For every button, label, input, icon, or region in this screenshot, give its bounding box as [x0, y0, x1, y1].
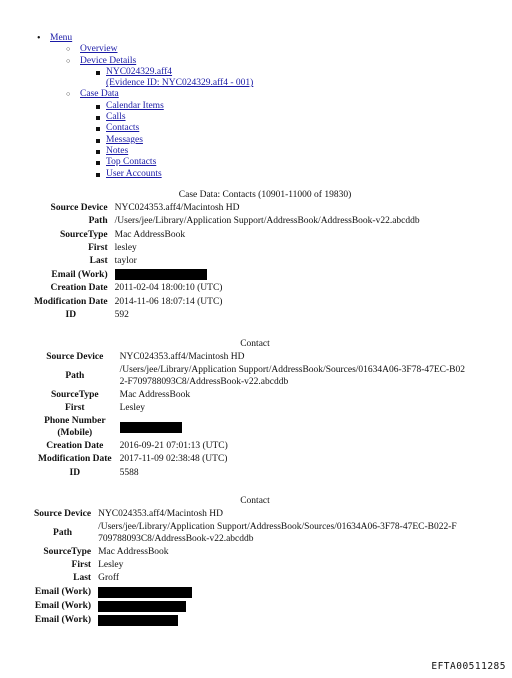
field-value: 2014-11-06 18:07:14 (UTC)	[114, 296, 223, 307]
menu-item-evidence	[94, 67, 253, 90]
field-value: 2011-02-04 18:00:10 (UTC)	[114, 283, 223, 294]
menu-item-messages	[94, 135, 253, 146]
record-row	[34, 229, 420, 242]
nav-menu	[34, 33, 253, 180]
record-row	[34, 600, 457, 614]
user-accounts-link[interactable]: User Accounts	[106, 168, 162, 179]
field-label: Modification Date	[38, 454, 112, 465]
menu-item-calls	[94, 112, 253, 123]
record-row	[34, 586, 457, 600]
section-title: Case Data: Contacts (10901-11000 of 19830)	[178, 190, 352, 200]
record-row	[34, 559, 457, 572]
bates-number: EFTA00511285	[431, 660, 506, 672]
field-value-continued: 2-F709788093C8/AddressBook-v22.abcddb	[119, 376, 289, 387]
field-label: Email (Work)	[51, 269, 108, 280]
overview-link[interactable]: Overview	[80, 44, 118, 55]
field-value-continued: 709788093C8/AddressBook-v22.abcddb	[98, 533, 254, 544]
contact-record-2	[34, 351, 465, 480]
field-label: Email (Work)	[34, 615, 92, 626]
record-row	[34, 282, 420, 295]
record-row	[34, 242, 420, 255]
menu-item-notes	[94, 146, 253, 157]
field-value: /Users/jee/Library/Application Support/AddressBook/Sources/01634A06-3F78-47EC-B02	[119, 365, 466, 376]
contact-record-1	[34, 202, 420, 322]
field-label: Creation Date	[46, 441, 104, 452]
top-contacts-link[interactable]: Top Contacts	[106, 157, 157, 168]
record-row	[34, 389, 465, 402]
field-label: First	[88, 242, 108, 253]
field-value: Mac AddressBook	[98, 546, 169, 557]
field-value: 2017-11-09 02:38:48 (UTC)	[119, 454, 228, 465]
field-label: Path	[65, 370, 85, 381]
record-row	[34, 467, 465, 480]
field-value: /Users/jee/Library/Application Support/AddressBook/AddressBook-v22.abcddb	[114, 216, 420, 227]
field-label: SourceType	[59, 229, 108, 240]
field-label: Modification Date	[34, 296, 108, 307]
record-row	[34, 351, 465, 364]
field-label: Path	[53, 527, 73, 538]
record-row	[34, 215, 420, 228]
record-row	[34, 402, 465, 415]
field-value: NYC024353.aff4/Macintosh HD	[114, 203, 240, 213]
menu-root	[34, 33, 253, 180]
evidence-id-link[interactable]: (Evidence ID: NYC024329.aff4 - 001)	[106, 78, 254, 89]
record-row	[34, 255, 420, 268]
record-row	[34, 309, 420, 322]
menu-item-top-contacts	[94, 157, 253, 168]
field-value: NYC024353.aff4/Macintosh HD	[119, 352, 245, 362]
field-value: Mac AddressBook	[114, 229, 186, 240]
menu-item-device-details	[64, 56, 253, 90]
field-label: Source Device	[46, 352, 104, 362]
redaction-bar	[115, 269, 207, 280]
field-label: Path	[88, 216, 108, 227]
field-label: Phone Number	[44, 416, 106, 427]
field-label: Email (Work)	[34, 587, 92, 598]
calendar-items-link[interactable]: Calendar Items	[106, 100, 164, 111]
field-label-continued: (Mobile)	[57, 427, 93, 438]
field-label: ID	[69, 467, 81, 478]
record-row	[34, 415, 465, 440]
notes-link[interactable]: Notes	[106, 145, 129, 156]
field-value: lesley	[114, 242, 137, 253]
device-details-link[interactable]: Device Details	[80, 55, 137, 66]
contact-caption: Contact	[240, 496, 270, 506]
field-value: 592	[114, 310, 129, 321]
redaction-bar	[98, 615, 178, 626]
redaction-bar	[98, 601, 186, 612]
menu-item-contacts	[94, 123, 253, 134]
record-row	[34, 614, 457, 628]
field-label: Email (Work)	[34, 601, 92, 612]
record-row	[34, 508, 457, 521]
evidence-file-link[interactable]: NYC024329.aff4	[106, 66, 173, 77]
case-data-link[interactable]: Case Data	[80, 89, 119, 100]
field-value: taylor	[114, 256, 137, 267]
field-value: Lesley	[119, 403, 145, 414]
calls-link[interactable]: Calls	[106, 112, 126, 123]
field-label: First	[65, 403, 85, 414]
field-label: Creation Date	[50, 283, 108, 294]
contact-caption: Contact	[240, 339, 270, 349]
menu-item-case-data	[64, 89, 253, 179]
menu-item-overview	[64, 44, 253, 55]
field-label: Source Device	[34, 509, 92, 519]
field-label: Source Device	[50, 203, 108, 213]
redaction-bar	[98, 587, 192, 598]
field-value: Groff	[98, 573, 120, 584]
record-row	[34, 440, 465, 453]
messages-link[interactable]: Messages	[106, 134, 143, 145]
record-row	[34, 453, 465, 466]
contact-record-3	[34, 508, 457, 628]
record-row	[34, 268, 420, 282]
record-row	[34, 202, 420, 215]
field-value: 2016-09-21 07:01:13 (UTC)	[119, 441, 228, 452]
menu-link[interactable]: Menu	[50, 33, 73, 43]
redaction-bar	[120, 422, 182, 433]
field-value: Lesley	[98, 560, 124, 571]
menu-sublist	[64, 44, 253, 180]
contacts-link[interactable]: Contacts	[106, 123, 140, 134]
field-label: SourceType	[50, 389, 99, 400]
menu-item-calendar	[94, 101, 253, 112]
record-row	[34, 572, 457, 585]
field-label: ID	[65, 310, 77, 321]
record-row	[34, 521, 457, 546]
record-row	[34, 364, 465, 389]
case-data-sublist	[94, 101, 253, 180]
field-value: NYC024353.aff4/Macintosh HD	[98, 509, 223, 519]
menu-item-user-accounts	[94, 169, 253, 180]
field-label: Last	[73, 573, 92, 584]
field-value: /Users/jee/Library/Application Support/AddressBook/Sources/01634A06-3F78-47EC-B022-F	[98, 522, 457, 533]
record-row	[34, 296, 420, 309]
field-value: Mac AddressBook	[119, 389, 191, 400]
record-row	[34, 546, 457, 559]
field-value: 5588	[119, 467, 139, 478]
device-details-sublist	[94, 67, 253, 90]
field-label: Last	[89, 256, 108, 267]
field-label: SourceType	[43, 546, 92, 557]
field-label: First	[71, 560, 92, 571]
